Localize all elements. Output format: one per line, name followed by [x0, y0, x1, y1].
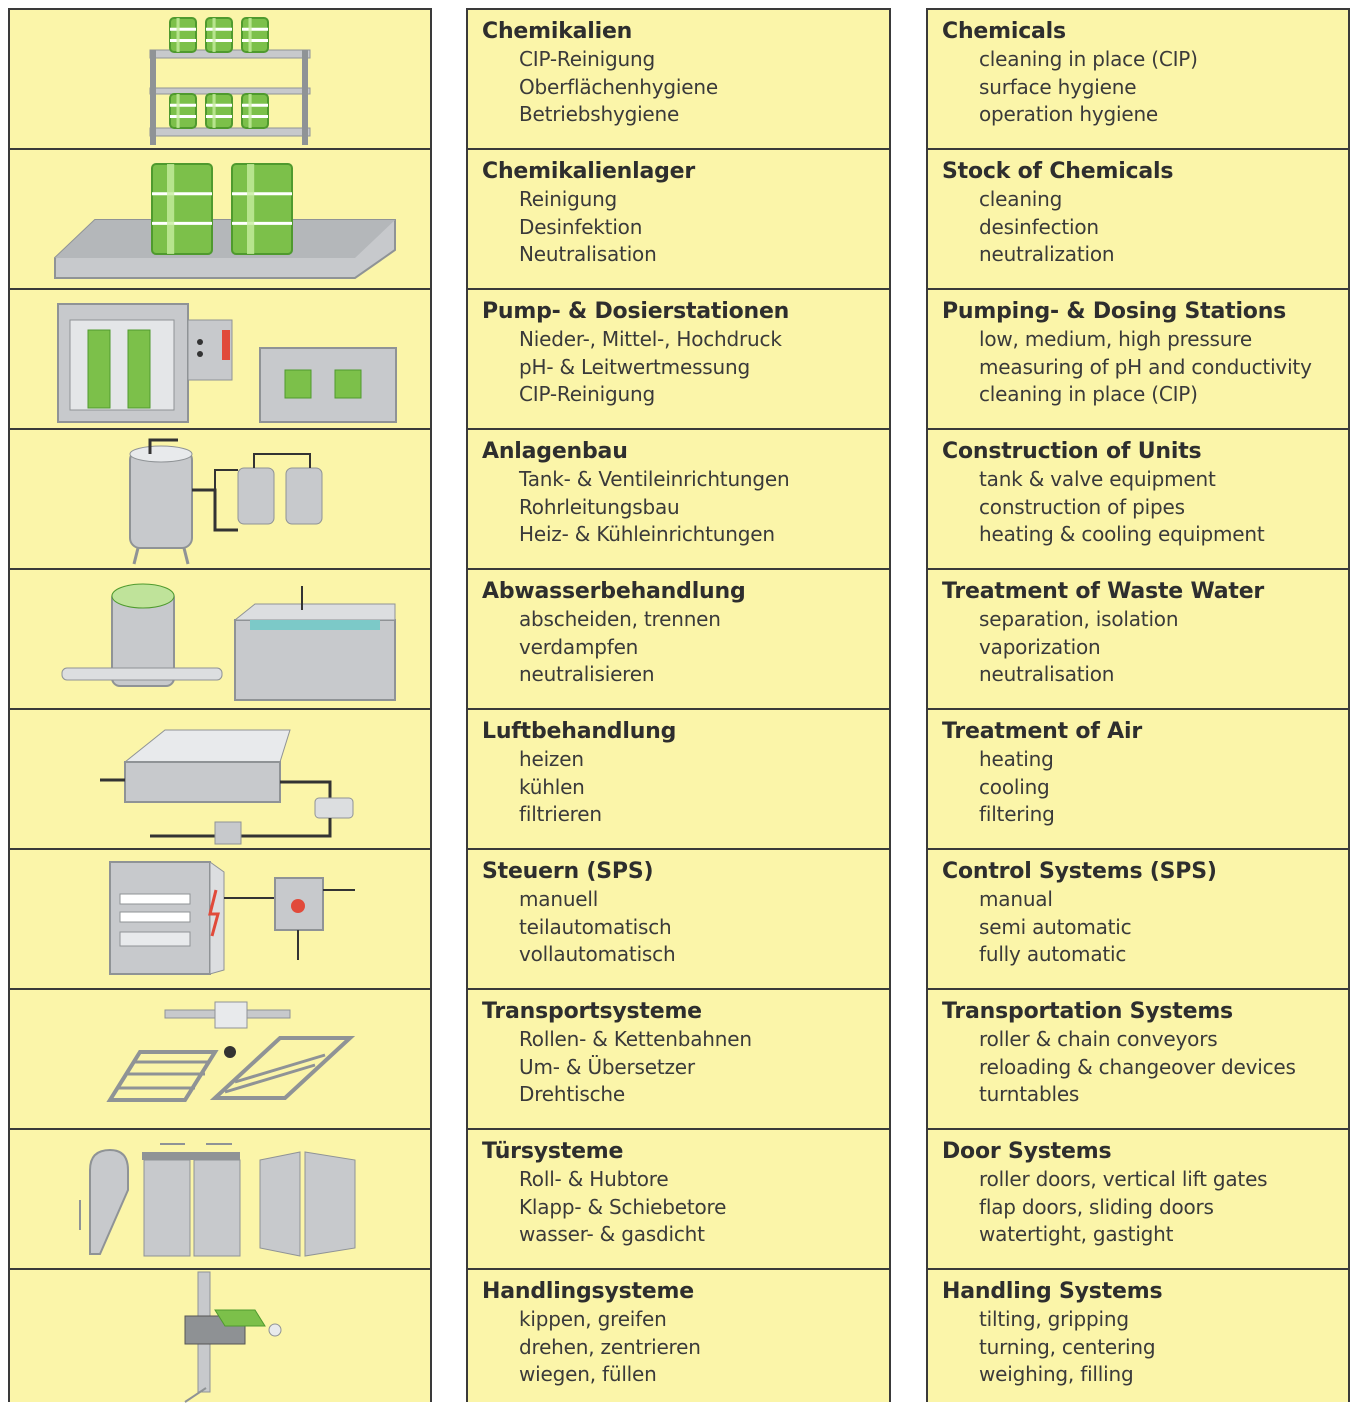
en-entry	[928, 990, 1348, 1130]
en-list-item: measuring of pH and conductivity	[979, 354, 1312, 379]
en-list-item: vaporization	[979, 634, 1101, 659]
de-entry	[468, 570, 889, 710]
illustration-cell	[10, 710, 430, 850]
de-heading: Luftbehandlung	[482, 719, 677, 744]
de-entry	[468, 990, 889, 1130]
en-entry	[928, 1270, 1348, 1406]
en-list-item: heating	[979, 747, 1054, 771]
de-heading: Transportsysteme	[482, 999, 702, 1024]
en-list-item: cooling	[979, 774, 1050, 799]
en-heading: Handling Systems	[942, 1279, 1163, 1304]
de-heading: Anlagenbau	[482, 439, 628, 464]
de-heading: Türsysteme	[482, 1139, 624, 1164]
illustration-cell	[10, 10, 430, 150]
en-list-item: construction of pipes	[979, 494, 1185, 519]
de-list-item: Klapp- & Schiebetore	[519, 1194, 727, 1219]
en-list-item: manual	[979, 887, 1053, 911]
de-list-item: kühlen	[519, 774, 585, 799]
de-list-item: drehen, zentrieren	[519, 1334, 701, 1359]
de-heading: Chemikalien	[482, 19, 633, 44]
en-list-item: operation hygiene	[979, 102, 1159, 126]
en-heading: Transportation Systems	[942, 999, 1233, 1024]
de-entry	[468, 1130, 889, 1270]
en-list-item: separation, isolation	[979, 607, 1179, 631]
en-entry	[928, 570, 1348, 710]
air-handling-unit-icon	[10, 710, 430, 848]
en-heading: Treatment of Air	[942, 719, 1142, 744]
conveyor-icon	[10, 990, 430, 1128]
de-entry	[468, 290, 889, 430]
de-list-item: Rohrleitungsbau	[519, 494, 680, 519]
en-heading: Control Systems (SPS)	[942, 859, 1217, 884]
en-list-item: tilting, gripping	[979, 1307, 1129, 1331]
de-entry	[468, 10, 889, 150]
de-entry	[468, 150, 889, 290]
de-heading: Handlingsysteme	[482, 1279, 694, 1304]
en-list-item: surface hygiene	[979, 74, 1137, 99]
en-list-item: low, medium, high pressure	[979, 327, 1252, 351]
en-heading: Chemicals	[942, 19, 1066, 44]
de-entry	[468, 710, 889, 850]
en-entry	[928, 710, 1348, 850]
de-list-item: Rollen- & Kettenbahnen	[519, 1027, 752, 1051]
illustration-cell	[10, 570, 430, 710]
en-list-item: flap doors, sliding doors	[979, 1194, 1214, 1219]
de-list-item: pH- & Leitwertmessung	[519, 354, 750, 379]
tank-plant-icon	[10, 430, 430, 568]
en-list-item: neutralization	[979, 242, 1115, 266]
en-list-item: neutralisation	[979, 662, 1115, 686]
en-list-item: turntables	[979, 1082, 1080, 1106]
de-list-item: Desinfektion	[519, 214, 643, 239]
en-list-item: cleaning in place (CIP)	[979, 382, 1198, 406]
de-list-item: manuell	[519, 887, 599, 911]
en-list-item: desinfection	[979, 214, 1099, 239]
illustration-cell	[10, 150, 430, 290]
control-cabinet-icon	[10, 850, 430, 988]
en-list-item: reloading & changeover devices	[979, 1054, 1296, 1079]
en-list-item: filtering	[979, 802, 1055, 826]
en-heading: Treatment of Waste Water	[942, 579, 1265, 604]
en-heading: Pumping- & Dosing Stations	[942, 299, 1287, 324]
en-entry	[928, 430, 1348, 570]
illustration-cell	[10, 430, 430, 570]
illustration-cell	[10, 290, 430, 430]
en-list-item: turning, centering	[979, 1334, 1156, 1359]
de-list-item: Neutralisation	[519, 242, 657, 266]
handling-gripper-icon	[10, 1270, 430, 1408]
chemical-drums-tray-icon	[10, 150, 430, 288]
de-list-item: Tank- & Ventileinrichtungen	[519, 467, 790, 491]
en-list-item: roller doors, vertical lift gates	[979, 1167, 1268, 1191]
en-list-item: fully automatic	[979, 942, 1127, 966]
en-list-item: cleaning in place (CIP)	[979, 47, 1198, 71]
de-list-item: Oberflächenhygiene	[519, 74, 718, 99]
de-list-item: wasser- & gasdicht	[519, 1222, 705, 1246]
de-list-item: Reinigung	[519, 187, 618, 211]
de-heading: Abwasserbehandlung	[482, 579, 746, 604]
en-entry	[928, 150, 1348, 290]
de-list-item: Betriebshygiene	[519, 102, 680, 126]
de-entry	[468, 430, 889, 570]
en-list-item: watertight, gastight	[979, 1222, 1174, 1246]
illustration-cell	[10, 990, 430, 1130]
de-heading: Chemikalienlager	[482, 159, 696, 184]
en-list-item: heating & cooling equipment	[979, 522, 1265, 546]
en-list-item: cleaning	[979, 187, 1063, 211]
de-list-item: filtrieren	[519, 802, 602, 826]
de-list-item: Roll- & Hubtore	[519, 1167, 669, 1191]
waste-water-tank-icon	[10, 570, 430, 708]
de-list-item: neutralisieren	[519, 662, 655, 686]
illustration-column	[8, 8, 432, 1402]
en-entry	[928, 10, 1348, 150]
de-list-item: Drehtische	[519, 1082, 625, 1106]
door-systems-icon	[10, 1130, 430, 1268]
de-heading: Pump- & Dosierstationen	[482, 299, 790, 324]
de-list-item: abscheiden, trennen	[519, 607, 721, 631]
en-entry	[928, 850, 1348, 990]
de-list-item: Nieder-, Mittel-, Hochdruck	[519, 327, 782, 351]
de-entry	[468, 850, 889, 990]
german-column	[466, 8, 891, 1402]
de-list-item: CIP-Reinigung	[519, 47, 655, 71]
en-entry	[928, 290, 1348, 430]
de-entry	[468, 1270, 889, 1406]
de-list-item: wiegen, füllen	[519, 1362, 657, 1386]
english-column	[926, 8, 1350, 1402]
en-list-item: weighing, filling	[979, 1362, 1134, 1386]
de-list-item: Um- & Übersetzer	[519, 1054, 695, 1079]
de-list-item: heizen	[519, 747, 584, 771]
en-list-item: semi automatic	[979, 914, 1132, 939]
illustration-cell	[10, 1270, 430, 1406]
de-list-item: vollautomatisch	[519, 942, 676, 966]
en-heading: Construction of Units	[942, 439, 1202, 464]
pump-dosing-station-icon	[10, 290, 430, 428]
illustration-cell	[10, 850, 430, 990]
de-list-item: teilautomatisch	[519, 914, 672, 939]
en-heading: Stock of Chemicals	[942, 159, 1174, 184]
en-list-item: tank & valve equipment	[979, 467, 1216, 491]
en-list-item: roller & chain conveyors	[979, 1027, 1218, 1051]
de-list-item: CIP-Reinigung	[519, 382, 655, 406]
de-list-item: kippen, greifen	[519, 1307, 667, 1331]
de-list-item: Heiz- & Kühleinrichtungen	[519, 522, 775, 546]
en-heading: Door Systems	[942, 1139, 1112, 1164]
de-heading: Steuern (SPS)	[482, 859, 654, 884]
chemical-drums-rack-icon	[10, 10, 430, 148]
en-entry	[928, 1130, 1348, 1270]
illustration-cell	[10, 1130, 430, 1270]
de-list-item: verdampfen	[519, 634, 639, 659]
